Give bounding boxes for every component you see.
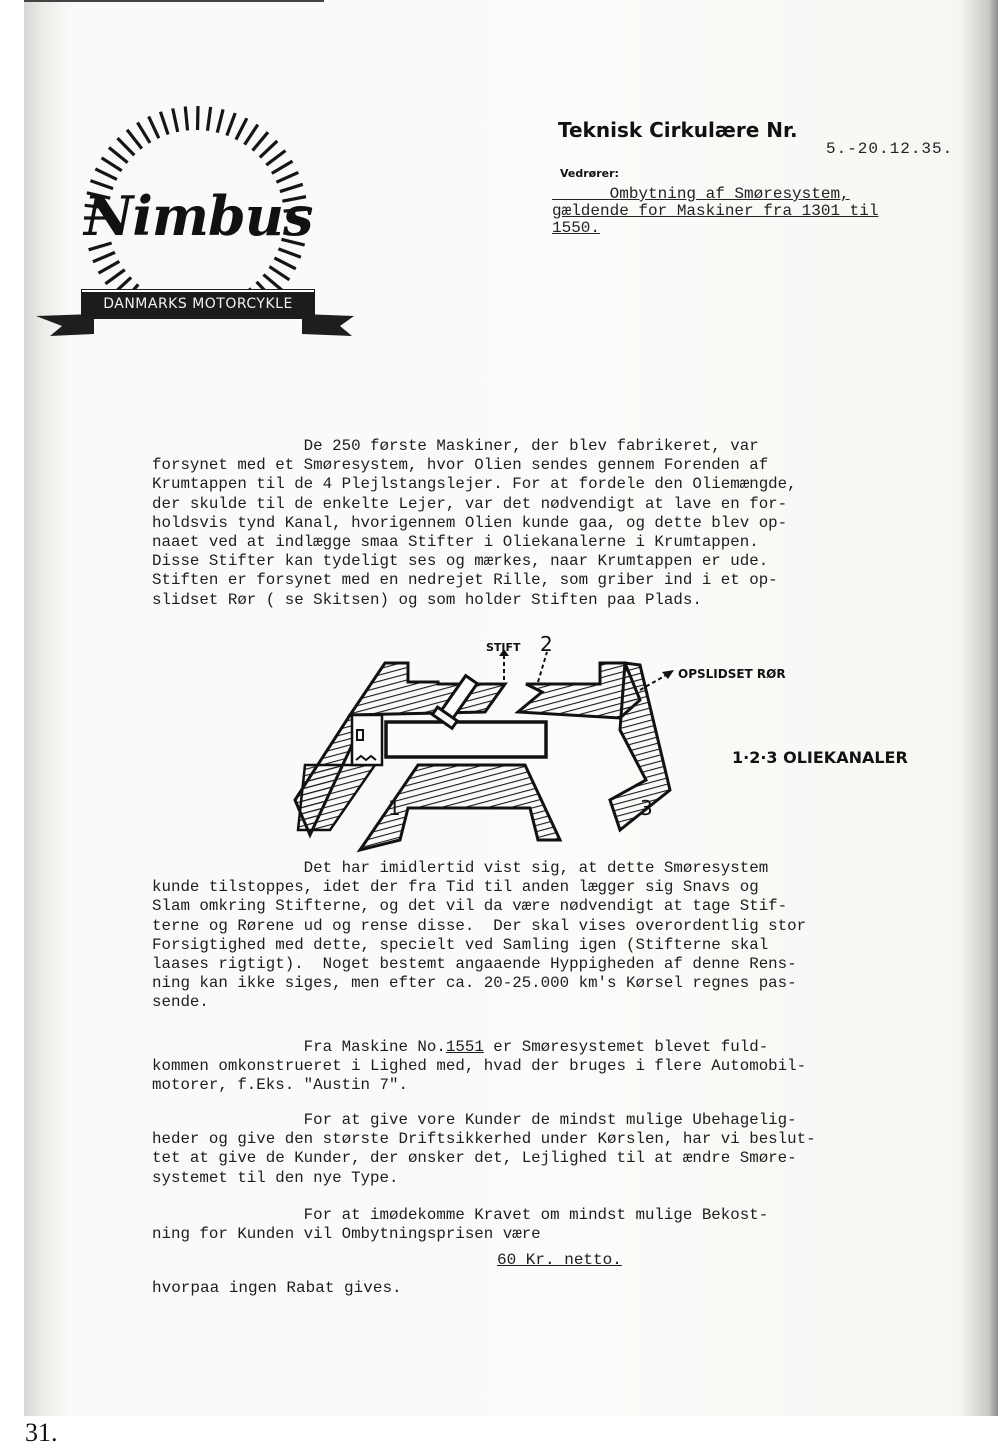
sun-ray xyxy=(109,148,128,163)
text-line: Stiften er forsynet med en nedrejet Rille, som griber ind i et op- xyxy=(152,571,778,590)
sun-ray xyxy=(269,267,289,280)
label-channel-1: 1 xyxy=(388,796,401,820)
circular-title: Teknisk Cirkulære Nr. xyxy=(558,118,798,142)
machine-number: 1551 xyxy=(445,1038,484,1056)
sun-ray xyxy=(276,172,298,182)
text-line: der skulde til de enkelte Lejer, var det nødvendigt at lave en for- xyxy=(152,494,788,513)
text-line: For at imødekomme Kravet om mindst mulige Bekost- xyxy=(152,1206,769,1224)
text-line: Forsigtighed med dette, specielt ved Samling igen (Stifterne skal xyxy=(152,935,769,954)
sun-ray xyxy=(105,270,124,284)
paragraph-price xyxy=(152,1206,768,1244)
sun-ray xyxy=(149,116,159,138)
sun-ray xyxy=(274,258,295,269)
text-line: systemet til den nye Type. xyxy=(152,1168,399,1187)
text-line: naaet ved at indlægge smaa Stifter i Oliekanalerne i Krumtappen. xyxy=(152,533,759,552)
logo-banner-text: DANMARKS MOTORCYKLE xyxy=(103,296,293,312)
sun-ray xyxy=(217,109,223,132)
logo-wordmark: Nimbus xyxy=(84,184,313,248)
nimbus-logo xyxy=(36,100,356,340)
subject-line: gældende for Maskiner fra 1301 til xyxy=(552,202,879,220)
sun-ray xyxy=(185,107,187,131)
page-number: 31. xyxy=(25,1418,58,1447)
text-line: laases rigtigt). Noget bestemt angaaende Hyppigheden af denne Rens- xyxy=(152,955,797,974)
upper-left-block xyxy=(350,663,505,715)
text-line: sende. xyxy=(152,993,209,1012)
subject-line: Ombytning af Smøresystem, xyxy=(552,185,850,203)
paragraph-customer-offer xyxy=(152,1111,816,1188)
text-line: ning kan ikke siges, men efter ca. 20-25.000 km's Kørsel regnes pas- xyxy=(152,974,797,993)
sun-ray xyxy=(93,252,115,261)
sun-ray xyxy=(137,123,150,143)
lower-left-block xyxy=(298,765,375,830)
sun-ray xyxy=(117,138,134,155)
text-line: slidset Rør ( se Skitsen) og som holder Stiften paa Plads. xyxy=(152,590,702,609)
sun-ray xyxy=(160,112,168,135)
sun-ray xyxy=(127,130,142,149)
text-line: Slam omkring Stifterne, og det vil da være nødvendigt at tage Stif- xyxy=(152,897,788,916)
closing-line: hvorpaa ingen Rabat gives. xyxy=(152,1279,402,1297)
logo-banner xyxy=(82,290,314,318)
text-line: holdsvis tynd Kanal, hvorigennem Olien kunde gaa, og dette blev op- xyxy=(152,513,788,532)
text-line: heder og give den største Driftsikkerhed under Kørslen, har vi beslut- xyxy=(152,1130,816,1149)
text-line: kunde tilstoppes, idet der fra Tid til anden lægger sig Snavs og xyxy=(152,878,759,897)
text-line: er Smøresystemet blevet fuld- xyxy=(483,1038,769,1056)
sketch-legend: 1·2·3 OLIEKANALER xyxy=(732,748,908,767)
sun-ray xyxy=(263,275,281,290)
text-line: For at give vore Kunder de mindst mulige Ubehagelig- xyxy=(152,1111,797,1129)
sun-ray xyxy=(245,125,258,145)
label-channel-3: 3 xyxy=(640,796,653,820)
label-channel-2: 2 xyxy=(540,632,553,656)
sun-ray xyxy=(272,161,293,173)
regarding-label: Vedrører: xyxy=(560,167,619,180)
sun-ray xyxy=(227,113,235,135)
label-opslidset-ror: OPSLIDSET RØR xyxy=(678,667,786,681)
text-line: De 250 første Maskiner, der blev fabrikeret, var xyxy=(152,437,759,455)
sun-ray xyxy=(207,107,210,131)
text-line: forsynet med et Smøresystem, hvor Olien sendes gennem Forenden af xyxy=(152,456,769,475)
paragraph-original-system xyxy=(152,437,797,610)
subject-line: 1550. xyxy=(552,219,601,237)
sun-ray xyxy=(278,249,300,257)
text-line: motorer, f.Eks. "Austin 7". xyxy=(152,1076,408,1095)
sun-ray xyxy=(236,118,247,139)
oil-channel-sketch xyxy=(290,630,960,860)
text-line: kommen omkonstrueret i Lighed med, hvad der bruges i flere Automobil- xyxy=(152,1057,807,1076)
text-line: ning for Kunden vil Ombytningsprisen være xyxy=(152,1225,541,1244)
scan-edge xyxy=(24,0,324,2)
text-line: Det har imidlertid vist sig, at dette Smøresystem xyxy=(152,859,769,877)
paragraph-clogging xyxy=(152,859,806,1013)
crankshaft-diagram xyxy=(290,630,960,860)
label-stift: STIFT xyxy=(486,641,521,654)
circular-date: 5.-20.12.35. xyxy=(826,140,954,158)
text-line: terne og Rørene ud og rense disse. Der skal vises overordentlig stor xyxy=(152,916,807,935)
text-line: Disse Stifter kan tydeligt ses og mærkes, naar Krumtappen er ude. xyxy=(152,552,769,571)
subject xyxy=(552,186,878,237)
exchange-price: 60 Kr. netto. xyxy=(497,1251,622,1269)
sun-ray xyxy=(99,261,120,273)
oil-channel xyxy=(386,722,546,757)
text-line: tet at give de Kunder, der ønsker det, Lejlighed til at ændre Smøre- xyxy=(152,1149,797,1168)
text-line: Krumtappen til de 4 Plejlstangslejer. For at fordele den Oliemængde, xyxy=(152,475,797,494)
paragraph-new-design xyxy=(152,1038,806,1096)
sun-ray xyxy=(253,132,268,150)
text-line: Fra Maskine No. xyxy=(152,1038,446,1056)
sun-ray xyxy=(95,169,117,180)
sun-ray xyxy=(102,158,122,171)
sun-ray xyxy=(266,151,285,165)
sun-ray xyxy=(173,108,178,131)
sun-ray xyxy=(260,141,277,158)
